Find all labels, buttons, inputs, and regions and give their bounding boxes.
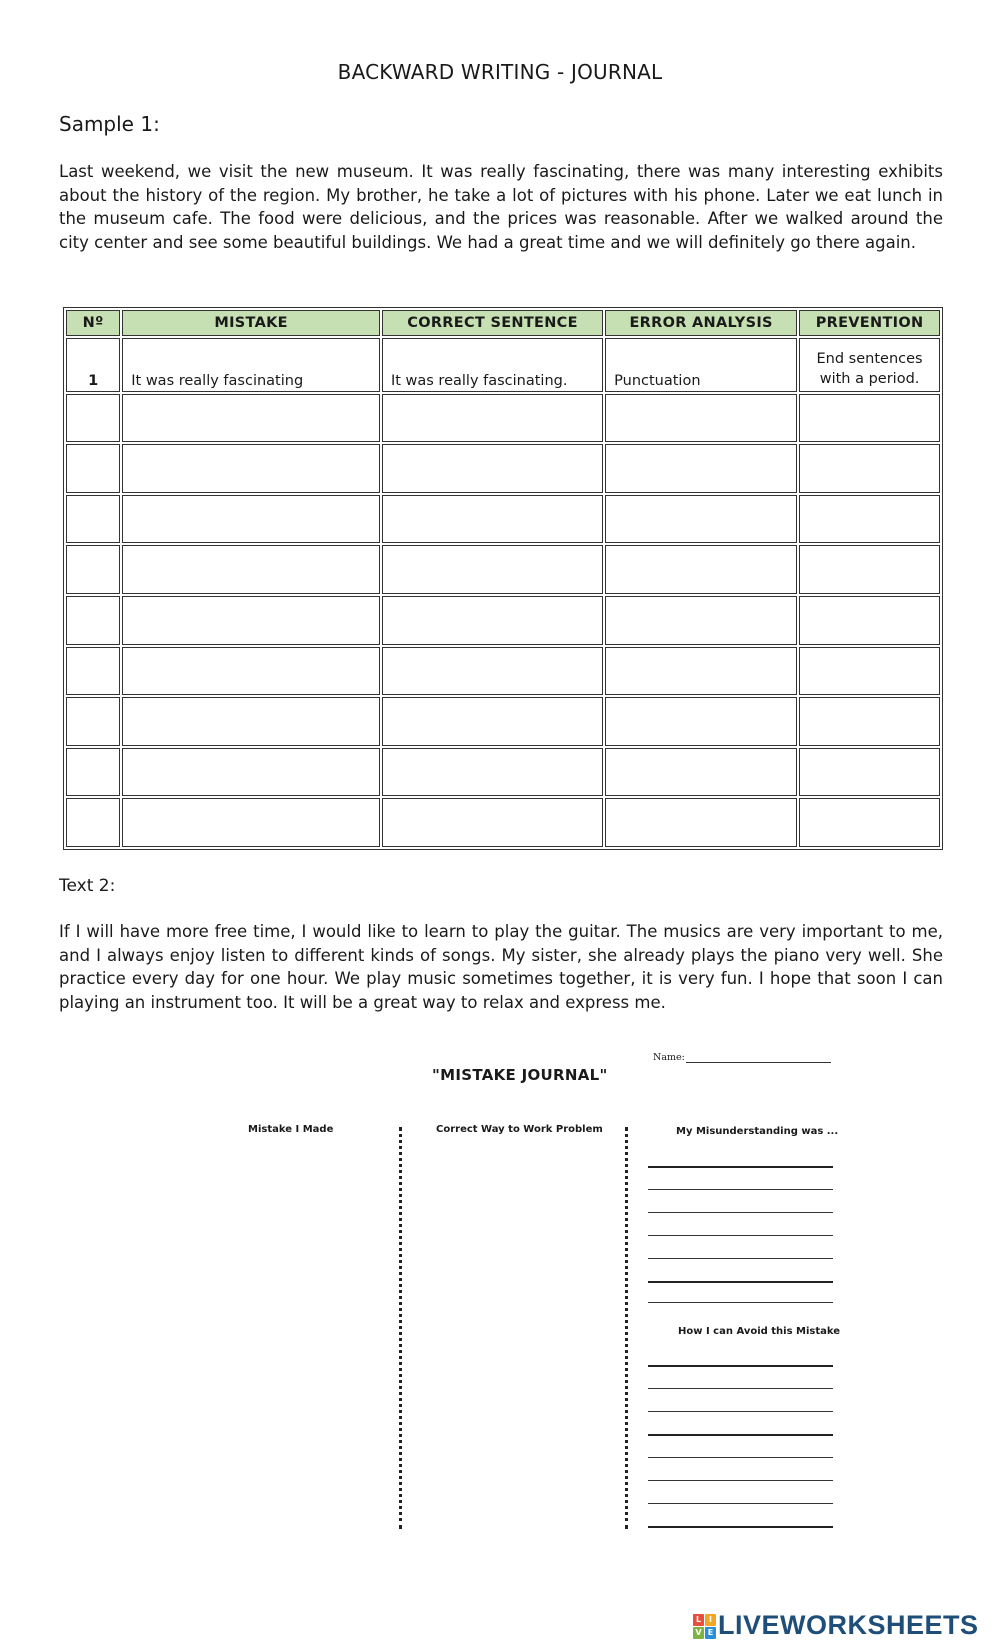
correct-sentence-cell[interactable] [382,596,603,645]
correct-sentence-cell[interactable] [382,798,603,847]
correct-sentence-cell[interactable] [382,495,603,544]
writing-line [648,1434,833,1436]
table-row [66,748,940,797]
writing-line [648,1212,833,1213]
writing-line [648,1302,833,1303]
prevention-cell[interactable] [799,798,940,847]
error-analysis-cell[interactable] [605,394,797,443]
text2-paragraph: If I will have more free time, I would like to learn to play the guitar. The musics are very important to me, and I always enjoy listen to different kinds of songs. My sister, she already plays the piano very well. She practice every day for one hour. We play music sometimes together, it is very fun. I hope that soon I can playing an instrument too. It will be a great way to relax and express me. [59,922,943,1012]
header-prevention: PREVENTION [799,310,940,336]
number-cell[interactable] [66,394,120,443]
logo-mark-letter: L [693,1614,704,1626]
mistake-cell[interactable] [122,394,380,443]
header-mistake: MISTAKE [122,310,380,336]
correct-sentence-cell[interactable] [382,394,603,443]
prevention-cell[interactable] [799,545,940,594]
writing-line [648,1365,833,1367]
prevention-cell[interactable] [799,748,940,797]
mistake-cell[interactable] [122,545,380,594]
table-header-row [66,310,940,336]
error-analysis-cell[interactable] [605,697,797,746]
table-row [66,545,940,594]
logo-mark-letter: E [705,1627,716,1639]
mistake-cell[interactable] [122,798,380,847]
number-cell[interactable] [66,647,120,696]
correct-sentence-cell[interactable] [382,748,603,797]
sample-paragraph: Last weekend, we visit the new museum. It was really fascinating, there was many interesting exhibits about the history of the region. My brother, he take a lot of pictures with his phone. Later we eat lunch in the museum cafe. The food were delicious, and the prices was reasonable. After we walked around the city center and see some beautiful buildings. We had a great time and we will definitely go there again. [59,162,943,252]
journal-table [63,307,943,850]
logo-text: LIVEWORKSHEETS [718,1610,979,1640]
number-cell[interactable] [66,748,120,797]
prevention-cell[interactable] [799,647,940,696]
page-title: BACKWARD WRITING - JOURNAL [337,60,663,84]
correct-sentence-cell[interactable] [382,444,603,493]
table-row [66,338,940,392]
writing-line [648,1258,833,1259]
prevention-cell[interactable] [799,697,940,746]
correct-sentence-cell[interactable] [382,647,603,696]
mistake-cell[interactable] [122,596,380,645]
correct-sentence-cell[interactable] [382,545,603,594]
dotted-divider [399,1127,405,1529]
error-analysis-cell[interactable] [605,647,797,696]
sample-heading: Sample 1: [59,112,160,136]
prevention-cell[interactable]: End sentences with a period. [799,338,940,392]
correct-sentence-cell[interactable] [382,697,603,746]
header-number: Nº [66,310,120,336]
column-misunderstanding: My Misunderstanding was ... [676,1126,839,1137]
header-correct-sentence: CORRECT SENTENCE [382,310,603,336]
column-correct-way: Correct Way to Work Problem [436,1124,603,1135]
logo-mark-letter: I [705,1614,716,1626]
number-cell[interactable] [66,495,120,544]
writing-line [648,1235,833,1236]
table-row [66,394,940,443]
prevention-cell[interactable] [799,495,940,544]
writing-line [648,1411,833,1412]
name-label: Name: [653,1052,685,1063]
mistake-cell[interactable] [122,748,380,797]
table-row [66,444,940,493]
writing-line [648,1388,833,1389]
error-analysis-cell[interactable] [605,545,797,594]
logo-icon [693,1614,715,1638]
name-line [686,1062,831,1063]
error-analysis-cell[interactable] [605,798,797,847]
writing-line [648,1281,833,1283]
number-cell[interactable] [66,596,120,645]
mistake-cell[interactable] [122,647,380,696]
prevention-cell[interactable] [799,394,940,443]
error-analysis-cell[interactable] [605,748,797,797]
writing-line [648,1189,833,1190]
prevention-cell[interactable] [799,444,940,493]
table-row [66,697,940,746]
error-analysis-cell[interactable] [605,596,797,645]
header-error-analysis: ERROR ANALYSIS [605,310,797,336]
error-analysis-cell[interactable] [605,444,797,493]
mistake-journal-title: "MISTAKE JOURNAL" [432,1066,608,1084]
writing-line [648,1457,833,1458]
number-cell[interactable] [66,545,120,594]
number-cell[interactable] [66,697,120,746]
prevention-cell[interactable] [799,596,940,645]
number-cell[interactable] [66,798,120,847]
column-mistake-made: Mistake I Made [248,1124,334,1135]
mistake-cell[interactable] [122,697,380,746]
mistake-cell[interactable] [122,495,380,544]
mistake-cell[interactable]: It was really fascinating [122,338,380,392]
writing-line [648,1503,833,1504]
table-row [66,596,940,645]
column-avoid-mistake: How I can Avoid this Mistake [678,1326,841,1337]
mistake-cell[interactable] [122,444,380,493]
table-row [66,647,940,696]
text2-heading: Text 2: [59,876,116,896]
writing-line [648,1166,833,1168]
row-number: 1 [66,338,120,392]
logo-mark-letter: V [693,1627,704,1639]
writing-line [648,1526,833,1528]
liveworksheets-logo [693,1610,979,1641]
table-row [66,495,940,544]
dotted-divider [625,1127,631,1529]
error-analysis-cell[interactable]: Punctuation [605,338,797,392]
number-cell[interactable] [66,444,120,493]
table-row [66,798,940,847]
writing-line [648,1480,833,1481]
correct-sentence-cell[interactable]: It was really fascinating. [382,338,603,392]
error-analysis-cell[interactable] [605,495,797,544]
